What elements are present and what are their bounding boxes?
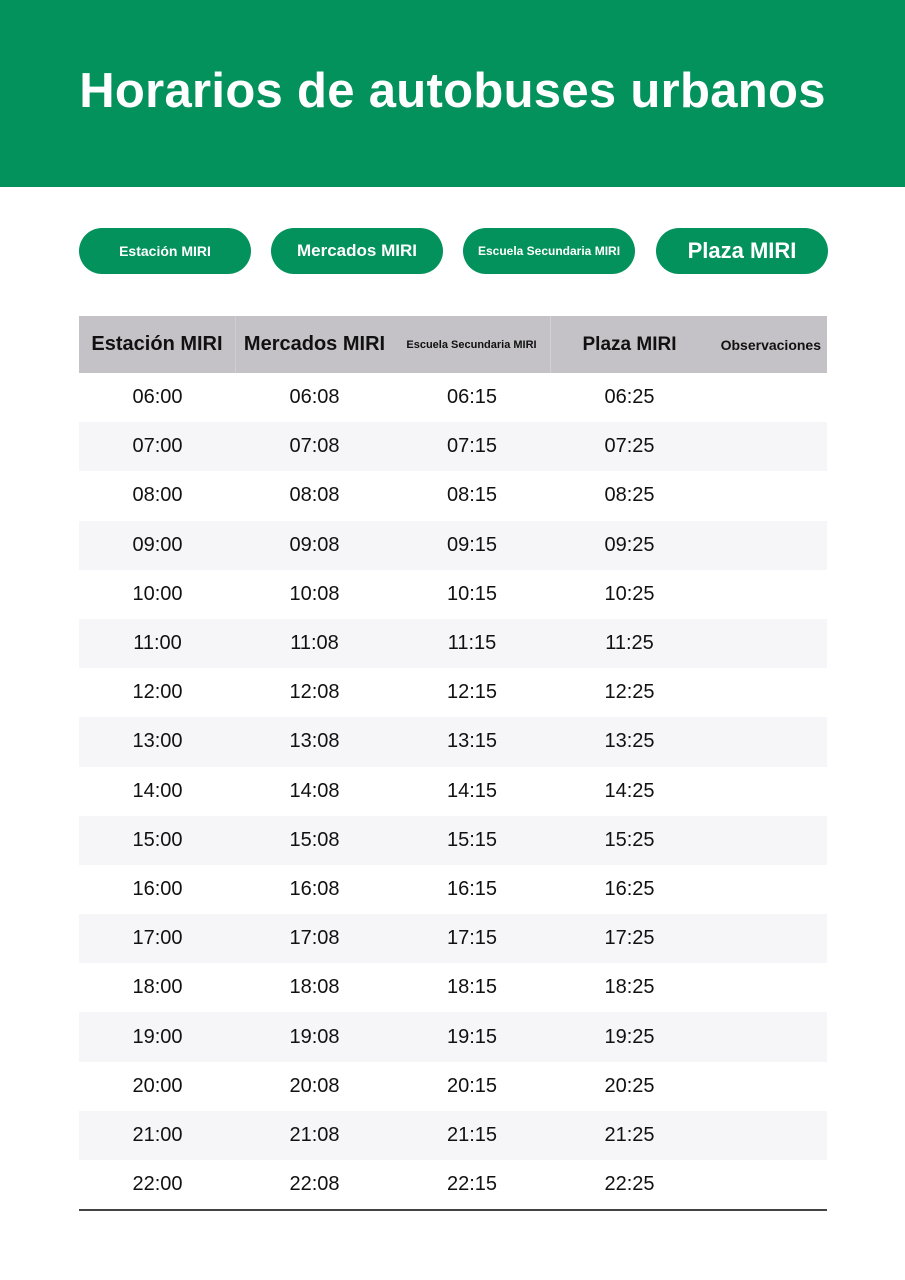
cell-estacion: 21:00 — [132, 1123, 183, 1146]
table-row — [79, 619, 827, 668]
column-header-plaza: Plaza MIRI — [582, 333, 677, 355]
table-row — [79, 914, 827, 963]
cell-mercados: 22:08 — [289, 1173, 340, 1196]
cell-escuela: 20:15 — [446, 1074, 498, 1097]
cell-plaza: 17:25 — [604, 927, 655, 950]
cell-escuela: 22:15 — [446, 1173, 498, 1196]
cell-escuela: 16:15 — [446, 877, 498, 900]
cell-plaza: 19:25 — [604, 1025, 655, 1048]
cell-plaza: 08:25 — [604, 484, 655, 507]
table-row — [79, 521, 827, 570]
cell-plaza: 21:25 — [604, 1123, 655, 1146]
table-row — [79, 717, 827, 766]
cell-plaza: 13:25 — [604, 730, 655, 753]
cell-mercados: 08:08 — [289, 484, 340, 507]
cell-estacion: 17:00 — [132, 927, 183, 950]
cell-observaciones — [708, 373, 827, 422]
cell-estacion: 06:00 — [132, 386, 183, 409]
schedule-table — [79, 316, 827, 1211]
cell-estacion: 14:00 — [132, 779, 183, 802]
cell-estacion: 20:00 — [132, 1074, 183, 1097]
cell-mercados: 19:08 — [289, 1025, 340, 1048]
table-header — [79, 316, 827, 373]
stop-buttons — [79, 228, 827, 274]
cell-estacion: 22:00 — [132, 1173, 183, 1196]
cell-plaza: 09:25 — [604, 533, 655, 556]
cell-observaciones — [708, 767, 827, 816]
table-row — [79, 471, 827, 520]
stop-button-plaza[interactable]: Plaza MIRI — [656, 228, 828, 274]
cell-escuela: 19:15 — [446, 1025, 498, 1048]
cell-escuela: 08:15 — [446, 484, 498, 507]
stop-button-mercados[interactable]: Mercados MIRI — [271, 228, 443, 274]
table-row — [79, 1111, 827, 1160]
cell-observaciones — [708, 471, 827, 520]
page-title: Horarios de autobuses urbanos — [79, 63, 826, 118]
table-row — [79, 422, 827, 471]
table-row — [79, 816, 827, 865]
title-banner — [0, 0, 905, 187]
cell-mercados: 13:08 — [289, 730, 340, 753]
cell-observaciones — [708, 422, 827, 471]
cell-plaza: 20:25 — [604, 1074, 655, 1097]
cell-plaza: 16:25 — [604, 877, 655, 900]
cell-mercados: 16:08 — [289, 877, 340, 900]
cell-estacion: 16:00 — [132, 877, 183, 900]
cell-observaciones — [708, 1160, 827, 1209]
cell-estacion: 13:00 — [132, 730, 183, 753]
column-header-observaciones: Observaciones — [720, 336, 821, 353]
table-row — [79, 1160, 827, 1209]
cell-mercados: 18:08 — [289, 976, 340, 999]
cell-escuela: 11:15 — [447, 632, 497, 655]
cell-observaciones — [708, 619, 827, 668]
cell-plaza: 12:25 — [604, 681, 655, 704]
cell-plaza: 07:25 — [604, 435, 655, 458]
cell-estacion: 11:00 — [133, 632, 182, 655]
cell-mercados: 12:08 — [289, 681, 340, 704]
cell-observaciones — [708, 1013, 827, 1062]
cell-mercados: 06:08 — [289, 386, 340, 409]
cell-mercados: 07:08 — [289, 435, 340, 458]
cell-escuela: 18:15 — [446, 976, 498, 999]
stop-button-escuela[interactable]: Escuela Secundaria MIRI — [463, 228, 635, 274]
cell-mercados: 20:08 — [289, 1074, 340, 1097]
cell-estacion: 08:00 — [132, 484, 183, 507]
cell-observaciones — [708, 914, 827, 963]
cell-estacion: 19:00 — [132, 1025, 183, 1048]
cell-escuela: 17:15 — [446, 927, 498, 950]
cell-escuela: 12:15 — [446, 681, 498, 704]
cell-escuela: 15:15 — [446, 828, 498, 851]
cell-mercados: 21:08 — [289, 1123, 340, 1146]
cell-observaciones — [708, 816, 827, 865]
cell-escuela: 14:15 — [446, 779, 498, 802]
cell-escuela: 10:15 — [446, 582, 498, 605]
cell-estacion: 18:00 — [132, 976, 183, 999]
cell-observaciones — [708, 570, 827, 619]
stop-button-estacion[interactable]: Estación MIRI — [79, 228, 251, 274]
cell-mercados: 15:08 — [289, 828, 340, 851]
cell-mercados: 14:08 — [289, 779, 340, 802]
cell-mercados: 17:08 — [289, 927, 340, 950]
table-row — [79, 373, 827, 422]
cell-escuela: 21:15 — [446, 1123, 498, 1146]
table-row — [79, 1062, 827, 1111]
table-row — [79, 1012, 827, 1061]
cell-observaciones — [708, 521, 827, 570]
cell-plaza: 18:25 — [604, 976, 655, 999]
cell-observaciones — [708, 1062, 827, 1111]
cell-plaza: 10:25 — [604, 582, 655, 605]
cell-observaciones — [708, 717, 827, 766]
cell-escuela: 09:15 — [446, 533, 498, 556]
cell-observaciones — [708, 1111, 827, 1160]
cell-plaza: 15:25 — [604, 828, 655, 851]
table-row — [79, 865, 827, 914]
column-header-escuela: Escuela Secundaria MIRI — [393, 316, 551, 373]
table-row — [79, 767, 827, 816]
table-row — [79, 668, 827, 717]
table-row — [79, 963, 827, 1012]
table-row — [79, 570, 827, 619]
cell-mercados: 11:08 — [290, 632, 339, 655]
cell-observaciones — [708, 963, 827, 1012]
cell-estacion: 10:00 — [132, 582, 183, 605]
cell-escuela: 07:15 — [446, 435, 498, 458]
cell-mercados: 09:08 — [289, 533, 340, 556]
cell-plaza: 11:25 — [605, 632, 654, 655]
cell-observaciones — [708, 865, 827, 914]
cell-estacion: 15:00 — [132, 828, 183, 851]
cell-mercados: 10:08 — [289, 582, 340, 605]
cell-plaza: 22:25 — [604, 1173, 655, 1196]
table-bottom-rule — [79, 1209, 827, 1211]
cell-plaza: 14:25 — [604, 779, 655, 802]
cell-escuela: 06:15 — [446, 386, 498, 409]
cell-estacion: 07:00 — [132, 435, 183, 458]
table-body — [79, 373, 827, 1209]
column-header-mercados: Mercados MIRI — [243, 333, 386, 355]
cell-escuela: 13:15 — [446, 730, 498, 753]
cell-observaciones — [708, 668, 827, 717]
cell-estacion: 12:00 — [132, 681, 183, 704]
cell-plaza: 06:25 — [604, 386, 655, 409]
column-header-estacion: Estación MIRI — [79, 316, 236, 373]
cell-estacion: 09:00 — [132, 533, 183, 556]
